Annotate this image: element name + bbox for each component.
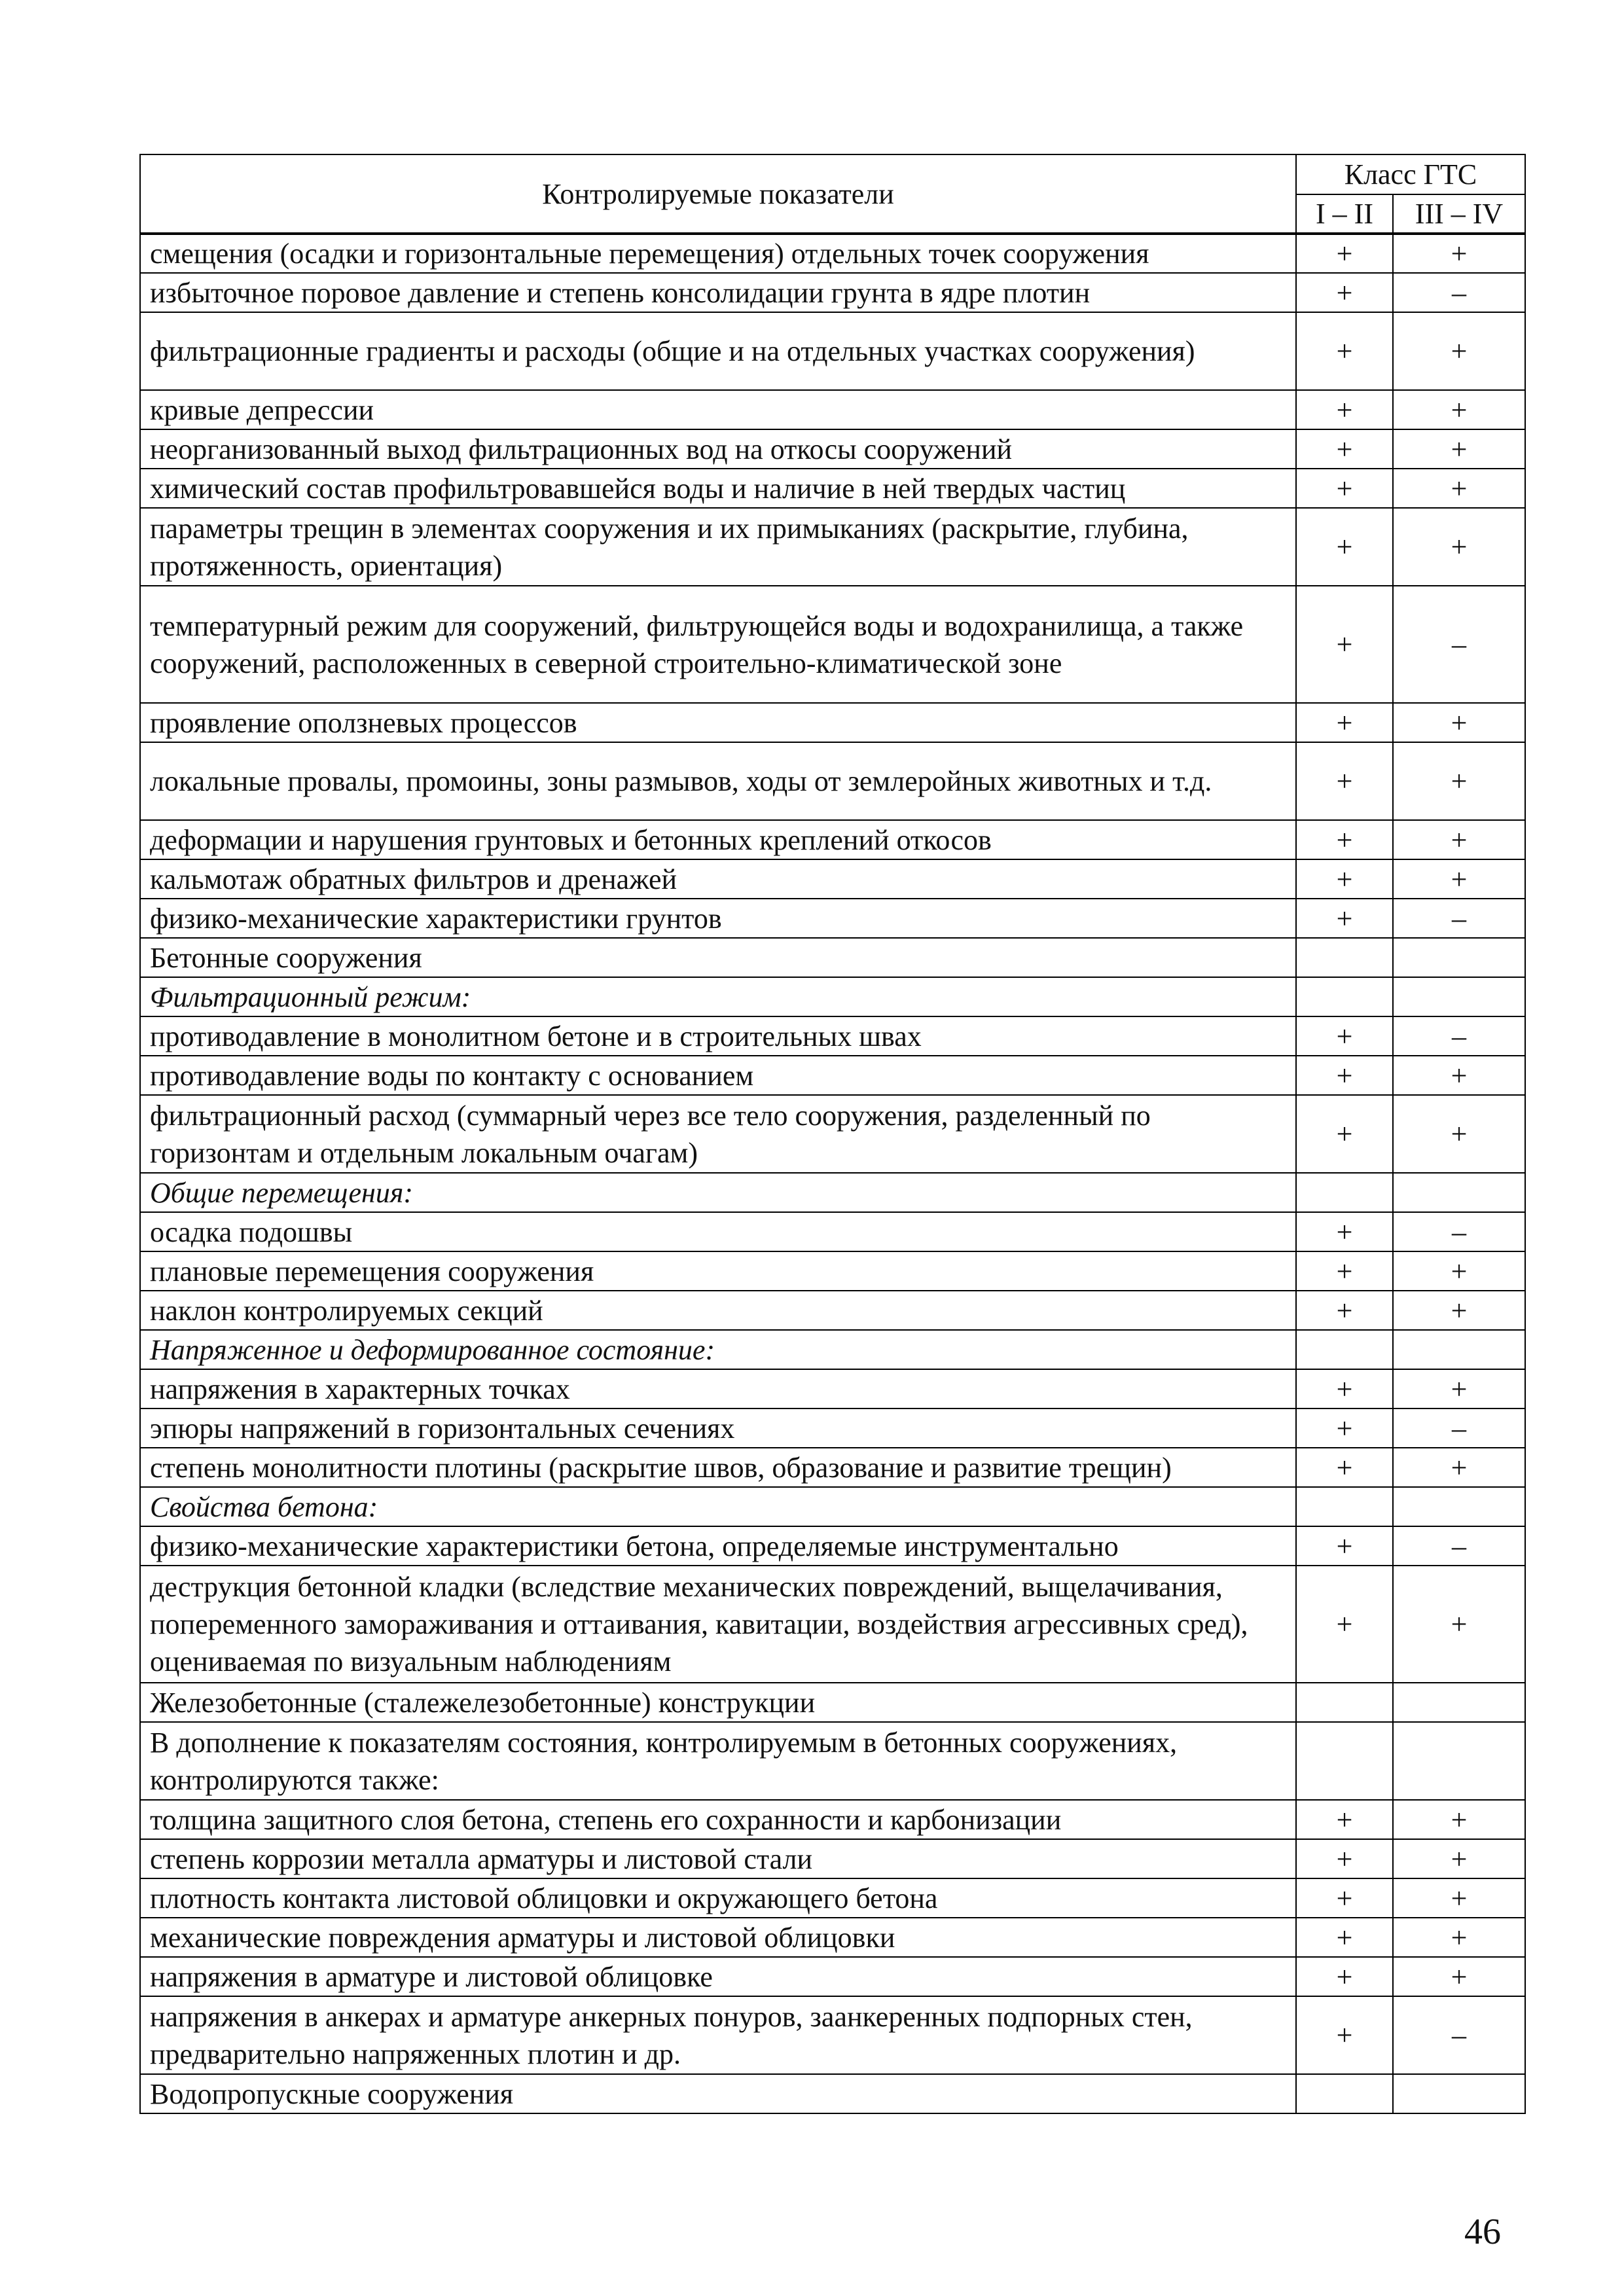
section-row	[140, 2074, 1525, 2113]
class-1-2-cell	[1296, 1487, 1393, 1526]
table-row	[140, 1448, 1525, 1487]
indicator-cell: химический состав профильтровавшейся воды и наличие в ней твердых частиц	[140, 469, 1296, 508]
class-1-2-cell: +	[1296, 508, 1393, 586]
indicator-cell: напряжения в характерных точках	[140, 1369, 1296, 1408]
table-row	[140, 234, 1525, 273]
table-row	[140, 1056, 1525, 1095]
table-row	[140, 1878, 1525, 1918]
class-3-4-cell	[1393, 1173, 1525, 1212]
indicator-cell: Общие перемещения:	[140, 1173, 1296, 1212]
class-3-4-cell: +	[1393, 1839, 1525, 1878]
class-3-4-cell: +	[1393, 859, 1525, 899]
table-row	[140, 312, 1525, 390]
class-3-4-cell: –	[1393, 1212, 1525, 1251]
class-1-2-cell: +	[1296, 859, 1393, 899]
class-3-4-cell: –	[1393, 1996, 1525, 2074]
class-1-2-cell	[1296, 1173, 1393, 1212]
indicator-cell: параметры трещин в элементах сооружения и их примыканиях (раскрытие, глубина, протяженность, ориентация)	[140, 508, 1296, 586]
table-row	[140, 1566, 1525, 1683]
table-row	[140, 1408, 1525, 1448]
class-3-4-cell: +	[1393, 1566, 1525, 1683]
indicator-cell: Железобетонные (сталежелезобетонные) конструкции	[140, 1683, 1296, 1722]
table-row	[140, 1800, 1525, 1839]
class-3-4-cell: +	[1393, 234, 1525, 273]
class-3-4-cell	[1393, 938, 1525, 977]
class-1-2-cell: +	[1296, 1839, 1393, 1878]
class-3-4-cell: +	[1393, 1369, 1525, 1408]
table-row	[140, 742, 1525, 820]
table-row	[140, 390, 1525, 429]
page-number: 46	[1464, 2212, 1501, 2252]
indicator-cell: плотность контакта листовой облицовки и окружающего бетона	[140, 1878, 1296, 1918]
indicator-cell: кальмотаж обратных фильтров и дренажей	[140, 859, 1296, 899]
class-1-2-cell: +	[1296, 742, 1393, 820]
class-1-2-cell: +	[1296, 1212, 1393, 1251]
class-3-4-cell	[1393, 1487, 1525, 1526]
class-3-4-cell: +	[1393, 469, 1525, 508]
class-1-2-cell: +	[1296, 703, 1393, 742]
class-1-2-cell: +	[1296, 1291, 1393, 1330]
class-1-2-cell: +	[1296, 1251, 1393, 1291]
table-row	[140, 1251, 1525, 1291]
class-1-2-cell: +	[1296, 820, 1393, 859]
indicator-cell: деструкция бетонной кладки (вследствие механических повреждений, выщелачивания, попеременного замораживания и оттаивания, кавитации, воздействия агрессивных сред), оцениваемая по визуальным наблюдениям	[140, 1566, 1296, 1683]
class-3-4-cell: +	[1393, 1878, 1525, 1918]
table-row	[140, 899, 1525, 938]
table-row	[140, 1722, 1525, 1800]
class-3-4-cell: –	[1393, 1016, 1525, 1056]
class-3-4-cell: +	[1393, 1800, 1525, 1839]
indicator-cell: противодавление в монолитном бетоне и в строительных швах	[140, 1016, 1296, 1056]
subsection-row	[140, 1330, 1525, 1369]
subsection-row	[140, 1173, 1525, 1212]
class-3-4-cell	[1393, 1330, 1525, 1369]
indicator-cell: В дополнение к показателям состояния, контролируемым в бетонных сооружениях, контролируются также:	[140, 1722, 1296, 1800]
header-class-1-2: I – II	[1296, 194, 1393, 234]
class-1-2-cell: +	[1296, 469, 1393, 508]
indicator-cell: противодавление воды по контакту с основанием	[140, 1056, 1296, 1095]
table-row	[140, 1095, 1525, 1173]
indicator-cell: Бетонные сооружения	[140, 938, 1296, 977]
table-row	[140, 703, 1525, 742]
table-row	[140, 1016, 1525, 1056]
table-row	[140, 469, 1525, 508]
table-row	[140, 859, 1525, 899]
header-class-3-4: III – IV	[1393, 194, 1525, 234]
class-1-2-cell: +	[1296, 312, 1393, 390]
class-1-2-cell: +	[1296, 1996, 1393, 2074]
class-1-2-cell	[1296, 938, 1393, 977]
class-1-2-cell: +	[1296, 1369, 1393, 1408]
class-3-4-cell: +	[1393, 742, 1525, 820]
class-3-4-cell: +	[1393, 1291, 1525, 1330]
class-1-2-cell	[1296, 977, 1393, 1016]
table-row	[140, 1369, 1525, 1408]
class-3-4-cell: –	[1393, 1408, 1525, 1448]
table-row	[140, 586, 1525, 703]
class-3-4-cell: –	[1393, 273, 1525, 312]
indicator-cell: степень коррозии металла арматуры и листовой стали	[140, 1839, 1296, 1878]
class-3-4-cell: +	[1393, 1251, 1525, 1291]
class-1-2-cell	[1296, 1683, 1393, 1722]
class-3-4-cell: +	[1393, 703, 1525, 742]
class-1-2-cell: +	[1296, 1016, 1393, 1056]
class-1-2-cell: +	[1296, 234, 1393, 273]
indicator-cell: физико-механические характеристики грунтов	[140, 899, 1296, 938]
section-row	[140, 938, 1525, 977]
indicator-cell: толщина защитного слоя бетона, степень его сохранности и карбонизации	[140, 1800, 1296, 1839]
indicator-cell: Водопропускные сооружения	[140, 2074, 1296, 2113]
indicators-table	[139, 154, 1526, 2114]
indicator-cell: физико-механические характеристики бетона, определяемые инструментально	[140, 1526, 1296, 1566]
header-class: Класс ГТС	[1296, 154, 1525, 194]
header-indicators: Контролируемые показатели	[140, 154, 1296, 234]
indicator-cell: осадка подошвы	[140, 1212, 1296, 1251]
indicator-cell: локальные провалы, промоины, зоны размывов, ходы от землеройных животных и т.д.	[140, 742, 1296, 820]
indicator-cell: фильтрационный расход (суммарный через все тело сооружения, разделенный по горизонтам и отдельным локальным очагам)	[140, 1095, 1296, 1173]
class-1-2-cell: +	[1296, 586, 1393, 703]
subsection-row	[140, 977, 1525, 1016]
table-row	[140, 1212, 1525, 1251]
table-row	[140, 1526, 1525, 1566]
class-1-2-cell: +	[1296, 1095, 1393, 1173]
class-1-2-cell: +	[1296, 1566, 1393, 1683]
class-3-4-cell: –	[1393, 1526, 1525, 1566]
class-3-4-cell: +	[1393, 429, 1525, 469]
class-3-4-cell: +	[1393, 312, 1525, 390]
indicator-cell: Напряженное и деформированное состояние:	[140, 1330, 1296, 1369]
indicator-cell: наклон контролируемых секций	[140, 1291, 1296, 1330]
table-row	[140, 1918, 1525, 1957]
class-3-4-cell: +	[1393, 390, 1525, 429]
class-1-2-cell: +	[1296, 390, 1393, 429]
indicator-cell: избыточное поровое давление и степень консолидации грунта в ядре плотин	[140, 273, 1296, 312]
indicator-cell: плановые перемещения сооружения	[140, 1251, 1296, 1291]
table-row	[140, 508, 1525, 586]
class-1-2-cell: +	[1296, 1800, 1393, 1839]
class-3-4-cell: –	[1393, 899, 1525, 938]
indicator-cell: деформации и нарушения грунтовых и бетонных креплений откосов	[140, 820, 1296, 859]
table-row	[140, 1291, 1525, 1330]
class-3-4-cell: +	[1393, 508, 1525, 586]
class-3-4-cell	[1393, 1683, 1525, 1722]
class-3-4-cell	[1393, 2074, 1525, 2113]
class-1-2-cell: +	[1296, 1056, 1393, 1095]
indicator-cell: температурный режим для сооружений, фильтрующейся воды и водохранилища, а также сооружений, расположенных в северной строительно-климатической зоне	[140, 586, 1296, 703]
class-3-4-cell: –	[1393, 586, 1525, 703]
class-1-2-cell	[1296, 1722, 1393, 1800]
subsection-row	[140, 1487, 1525, 1526]
indicator-cell: Фильтрационный режим:	[140, 977, 1296, 1016]
class-1-2-cell: +	[1296, 1408, 1393, 1448]
class-1-2-cell: +	[1296, 273, 1393, 312]
class-3-4-cell	[1393, 977, 1525, 1016]
indicator-cell: смещения (осадки и горизонтальные перемещения) отдельных точек сооружения	[140, 234, 1296, 273]
table-row	[140, 820, 1525, 859]
indicator-cell: фильтрационные градиенты и расходы (общие и на отдельных участках сооружения)	[140, 312, 1296, 390]
class-3-4-cell: +	[1393, 1056, 1525, 1095]
class-3-4-cell	[1393, 1722, 1525, 1800]
table-body	[140, 234, 1525, 2113]
class-1-2-cell: +	[1296, 899, 1393, 938]
class-1-2-cell: +	[1296, 1448, 1393, 1487]
table-row	[140, 1839, 1525, 1878]
class-3-4-cell: +	[1393, 1918, 1525, 1957]
class-1-2-cell: +	[1296, 1878, 1393, 1918]
table-row	[140, 429, 1525, 469]
indicator-cell: кривые депрессии	[140, 390, 1296, 429]
class-1-2-cell	[1296, 2074, 1393, 2113]
class-1-2-cell: +	[1296, 1957, 1393, 1996]
table-row	[140, 273, 1525, 312]
indicator-cell: напряжения в анкерах и арматуре анкерных понуров, заанкеренных подпорных стен, предварительно напряженных плотин и др.	[140, 1996, 1296, 2074]
section-row	[140, 1683, 1525, 1722]
indicator-cell: механические повреждения арматуры и листовой облицовки	[140, 1918, 1296, 1957]
indicator-cell: проявление оползневых процессов	[140, 703, 1296, 742]
class-3-4-cell: +	[1393, 1448, 1525, 1487]
indicator-cell: напряжения в арматуре и листовой облицовке	[140, 1957, 1296, 1996]
class-1-2-cell: +	[1296, 429, 1393, 469]
class-1-2-cell: +	[1296, 1918, 1393, 1957]
indicator-cell: степень монолитности плотины (раскрытие швов, образование и развитие трещин)	[140, 1448, 1296, 1487]
class-1-2-cell	[1296, 1330, 1393, 1369]
table-row	[140, 1996, 1525, 2074]
class-3-4-cell: +	[1393, 1957, 1525, 1996]
class-3-4-cell: +	[1393, 820, 1525, 859]
class-3-4-cell: +	[1393, 1095, 1525, 1173]
indicator-cell: Свойства бетона:	[140, 1487, 1296, 1526]
class-1-2-cell: +	[1296, 1526, 1393, 1566]
indicator-cell: неорганизованный выход фильтрационных вод на откосы сооружений	[140, 429, 1296, 469]
table-row	[140, 1957, 1525, 1996]
indicator-cell: эпюры напряжений в горизонтальных сечениях	[140, 1408, 1296, 1448]
